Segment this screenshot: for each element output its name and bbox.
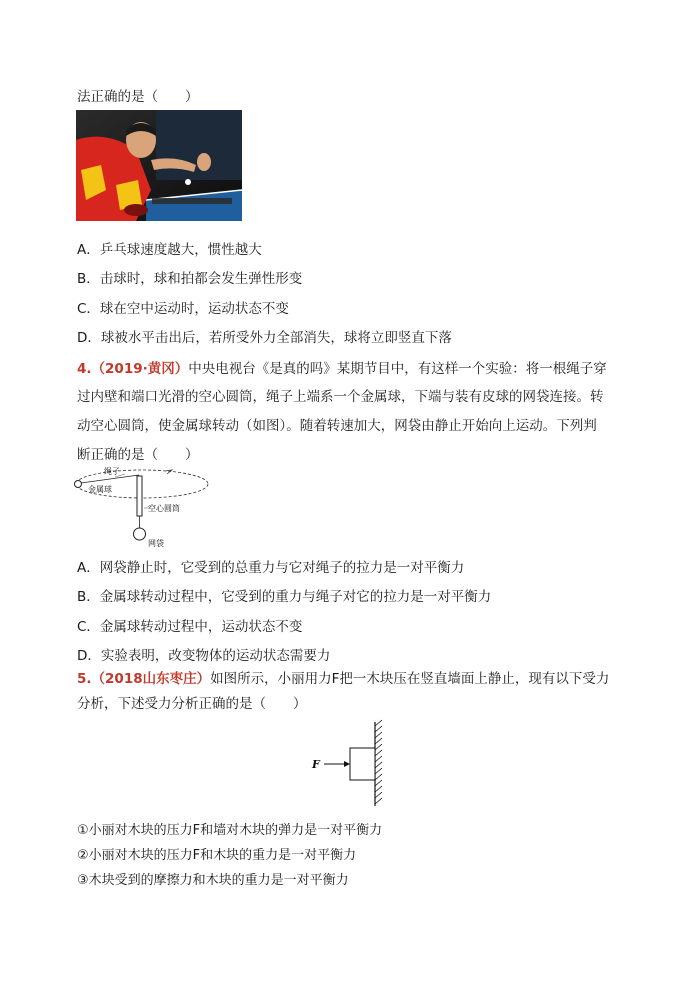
rotating-ball-figure xyxy=(70,462,220,554)
q5-statement-3: ③木块受到的摩擦力和木块的重力是一对平衡力 xyxy=(77,873,349,888)
table-tennis-player-photo xyxy=(76,110,242,221)
q4-number: 4. xyxy=(77,361,92,377)
label-net-bag: 网袋 xyxy=(148,539,164,548)
force-f-label: F xyxy=(312,758,320,771)
q4-option-c: C．金属球转动过程中，运动状态不变 xyxy=(77,619,303,635)
q3-option-b: B．击球时，球和拍都会发生弹性形变 xyxy=(77,271,303,287)
q5-number: 5. xyxy=(77,671,92,687)
q3-option-c: C．球在空中运动时，运动状态不变 xyxy=(77,301,289,317)
q4-first-line xyxy=(77,360,607,378)
q5-first-line xyxy=(77,670,609,688)
label-rope: 绳子 xyxy=(104,467,120,476)
label-metal-ball: 金属球 xyxy=(88,485,112,494)
label-hollow-tube: 空心圆筒 xyxy=(148,504,180,513)
q4-stem-line-4: 断正确的是（ ） xyxy=(77,447,199,463)
q5-statement-2: ②小丽对木块的压力F和木块的重力是一对平衡力 xyxy=(77,848,357,863)
q3-stem-tail: 法正确的是（ ） xyxy=(77,89,199,105)
q4-stem-line-3: 动空心圆筒，使金属球转动（如图）。随着转速加大，网袋由静止开始向上运动。下列判 xyxy=(77,418,597,434)
q5-stem-line-2: 分析，下述受力分析正确的是（ ） xyxy=(77,696,307,712)
q4-option-d: D．实验表明，改变物体的运动状态需要力 xyxy=(77,648,331,664)
q4-source: （2019·黄冈） xyxy=(91,361,189,377)
q3-option-d: D．球被水平击出后，若所受外力全部消失，球将立即竖直下落 xyxy=(77,330,452,346)
q5-stem-line-1: 如图所示，小丽用力F把一木块压在竖直墙面上静止，现有以下受力 xyxy=(210,671,610,687)
q3-option-a: A．乒乓球速度越大，惯性越大 xyxy=(77,242,262,258)
q4-stem-line-1: 中央电视台《是真的吗》某期节目中，有这样一个实验：将一根绳子穿 xyxy=(188,361,607,377)
q4-stem-line-2: 过内壁和端口光滑的空心圆筒，绳子上端系一个金属球，下端与装有皮球的网袋连接。转 xyxy=(77,389,604,405)
block-against-wall-figure xyxy=(300,718,400,810)
q4-option-b: B．金属球转动过程中，它受到的重力与绳子对它的拉力是一对平衡力 xyxy=(77,589,492,605)
q5-source: （2018山东枣庄） xyxy=(91,671,211,687)
q4-option-a: A．网袋静止时，它受到的总重力与它对绳子的拉力是一对平衡力 xyxy=(77,560,465,576)
q5-statement-1: ①小丽对木块的压力F和墙对木块的弹力是一对平衡力 xyxy=(77,823,383,838)
